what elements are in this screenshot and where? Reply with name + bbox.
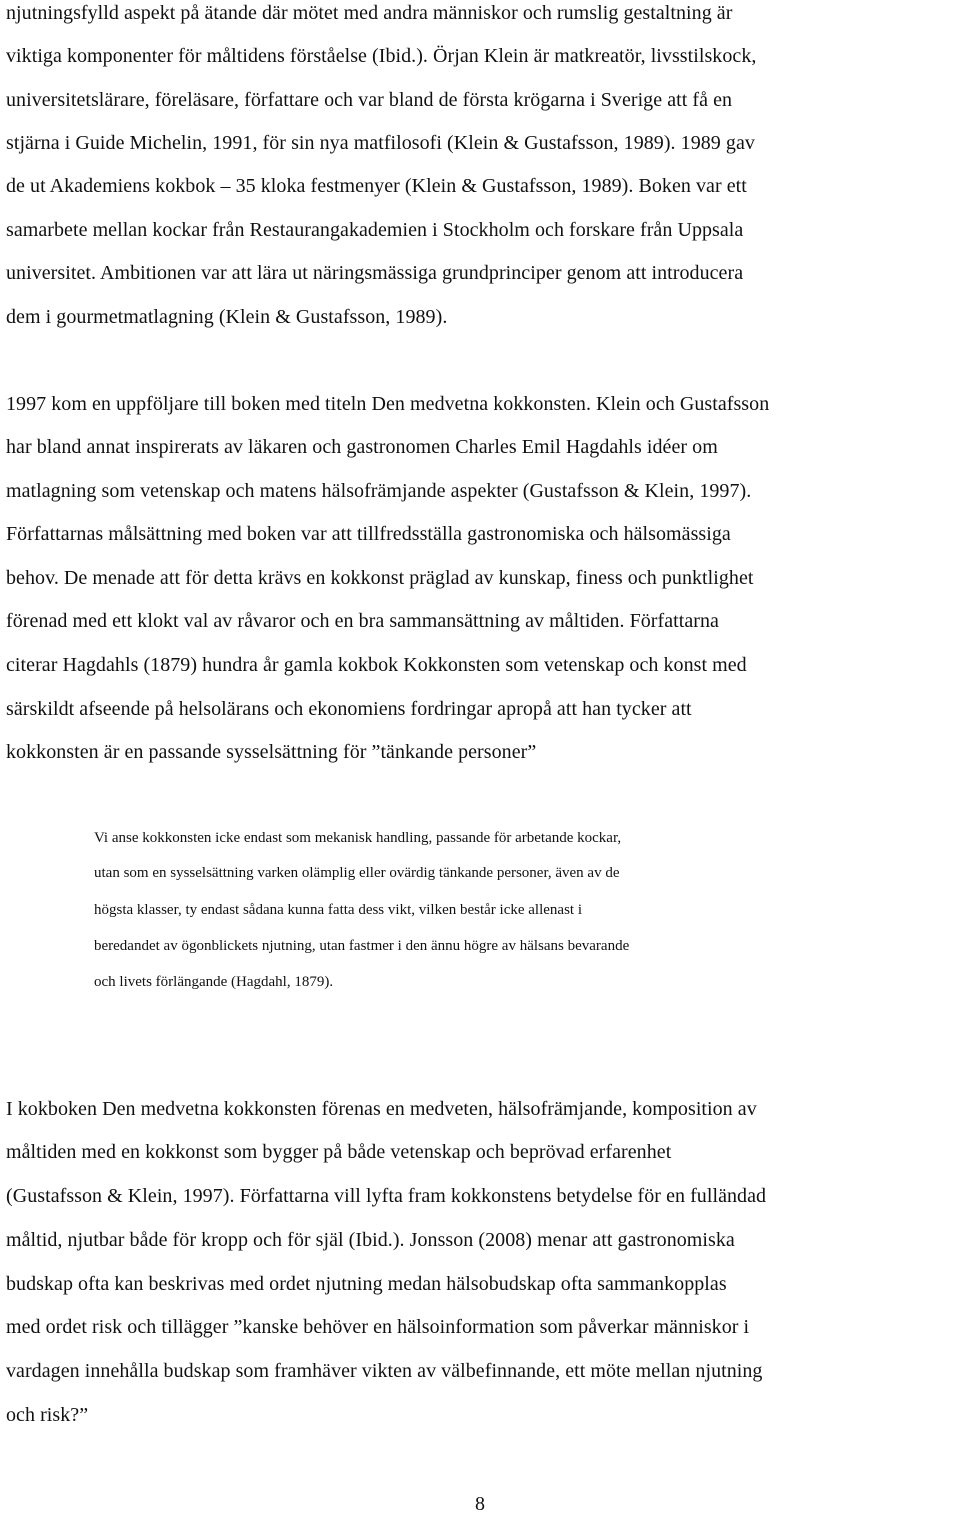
text-line: universitetslärare, föreläsare, författare och var bland de första krögarna i Sverige att få en <box>6 89 733 111</box>
text-line: samarbete mellan kockar från Restaurangakademien i Stockholm och forskare från Uppsala <box>6 219 744 241</box>
text-line: med ordet risk och tillägger ”kanske behöver en hälsoinformation som påverkar människor i <box>6 1316 750 1338</box>
text-line: dem i gourmetmatlagning (Klein & Gustafsson, 1989). <box>6 306 448 328</box>
text-line: Författarnas målsättning med boken var att tillfredsställa gastronomiska och hälsomässiga <box>6 523 731 545</box>
text-line: njutningsfylld aspekt på ätande där mötet med andra människor och rumslig gestaltning är <box>6 2 733 24</box>
text-line: och risk?” <box>6 1404 89 1426</box>
quote-line: och livets förlängande (Hagdahl, 1879). <box>94 974 334 990</box>
text-line: de ut Akademiens kokbok – 35 kloka festmenyer (Klein & Gustafsson, 1989). Boken var ett <box>6 175 747 197</box>
quote-line: Vi anse kokkonsten icke endast som mekanisk handling, passande för arbetande kockar, <box>94 830 622 846</box>
text-line: behov. De menade att för detta krävs en kokkonst präglad av kunskap, finess och punktlighet <box>6 567 754 589</box>
page-number: 8 <box>475 1493 485 1515</box>
quote-line: utan som en sysselsättning varken olämplig eller ovärdig tänkande personer, även av de <box>94 865 620 881</box>
quote-line: beredandet av ögonblickets njutning, utan fastmer i den ännu högre av hälsans bevarande <box>94 938 630 954</box>
text-line: stjärna i Guide Michelin, 1991, för sin nya matfilosofi (Klein & Gustafsson, 1989). 1989 gav <box>6 132 755 154</box>
text-line: förenad med ett klokt val av råvaror och en bra sammansättning av måltiden. Författarna <box>6 610 719 632</box>
text-line: viktiga komponenter för måltidens förståelse (Ibid.). Örjan Klein är matkreatör, livsstilskock, <box>6 45 757 67</box>
text-line: universitet. Ambitionen var att lära ut näringsmässiga grundprinciper genom att introducera <box>6 262 744 284</box>
text-line: 1997 kom en uppföljare till boken med titeln Den medvetna kokkonsten. Klein och Gustafsson <box>6 393 770 415</box>
text-line: har bland annat inspirerats av läkaren och gastronomen Charles Emil Hagdahls idéer om <box>6 436 718 458</box>
quote-line: högsta klasser, ty endast sådana kunna fatta dess vikt, vilken består icke allenast i <box>94 902 583 918</box>
text-line: måltid, njutbar både för kropp och för själ (Ibid.). Jonsson (2008) menar att gastronomiska <box>6 1229 735 1251</box>
text-line: kokkonsten är en passande sysselsättning för ”tänkande personer” <box>6 741 537 763</box>
text-line: vardagen innehålla budskap som framhäver vikten av välbefinnande, ett möte mellan njutning <box>6 1360 763 1382</box>
text-line: I kokboken Den medvetna kokkonsten förenas en medveten, hälsofrämjande, komposition av <box>6 1098 757 1120</box>
text-line: särskildt afseende på helsolärans och ekonomiens fordringar apropå att han tycker att <box>6 698 692 720</box>
text-line: (Gustafsson & Klein, 1997). Författarna vill lyfta fram kokkonstens betydelse för en fulländad <box>6 1185 767 1207</box>
text-line: måltiden med en kokkonst som bygger på både vetenskap och beprövad erfarenhet <box>6 1141 672 1163</box>
text-line: citerar Hagdahls (1879) hundra år gamla kokbok Kokkonsten som vetenskap och konst med <box>6 654 747 676</box>
text-line: matlagning som vetenskap och matens hälsofrämjande aspekter (Gustafsson & Klein, 1997). <box>6 480 752 502</box>
text-line: budskap ofta kan beskrivas med ordet njutning medan hälsobudskap ofta sammankopplas <box>6 1273 727 1295</box>
